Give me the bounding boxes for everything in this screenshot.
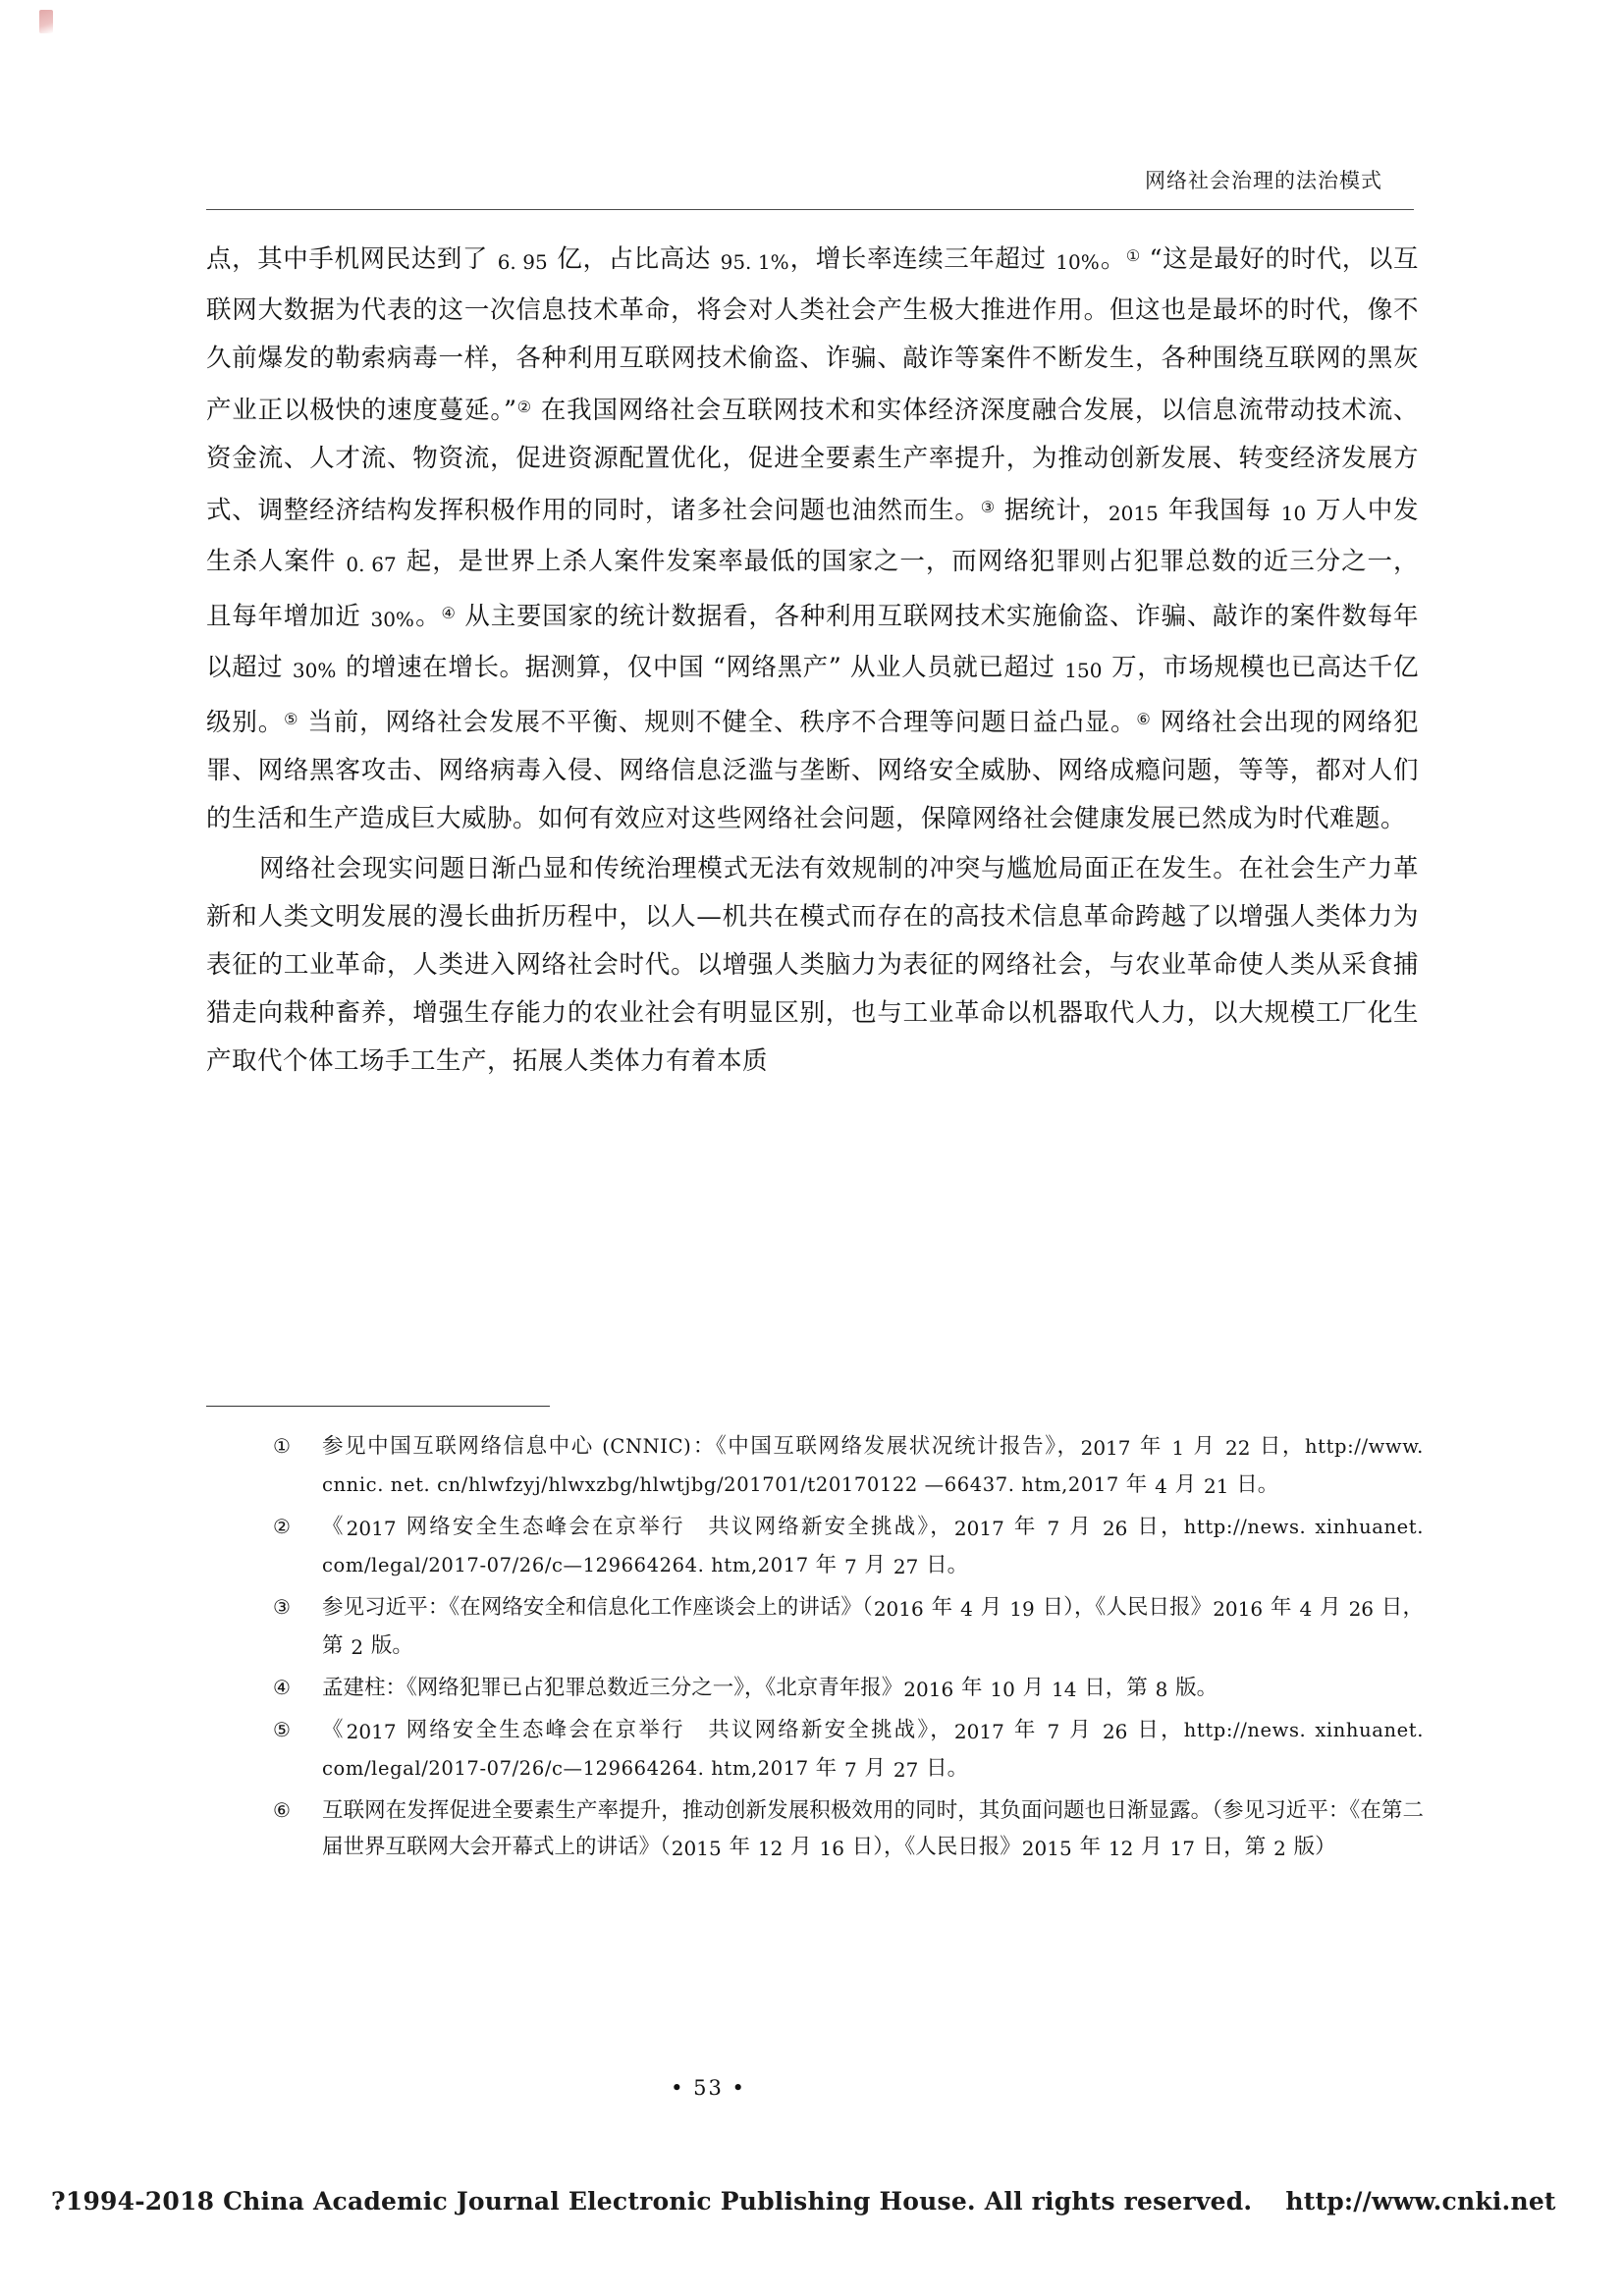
footnote-marker: ④ bbox=[273, 1676, 291, 1699]
footnote-marker: ⑤ bbox=[273, 1718, 291, 1741]
footnote-text: 孟建柱：《网络犯罪已占犯罪总数近三分之一》，《北京青年报》2016 年 10 月 14 日，第 8 版。 bbox=[322, 1676, 1218, 1701]
footnote-marker: ② bbox=[273, 1515, 291, 1538]
footnote-item bbox=[265, 1509, 1424, 1585]
body-text-column bbox=[206, 232, 1419, 1086]
page-number: • 53 • bbox=[671, 2076, 746, 2100]
running-head: 网络社会治理的法治模式 bbox=[1145, 169, 1382, 192]
body-paragraph: 网络社会现实问题日渐凸显和传统治理模式无法有效规制的冲突与尴尬局面正在发生。在社会生产力革新和人类文明发展的漫长曲折历程中，以人—机共在模式而存在的高技术信息革命跨越了以增强人类体力为表征的工业革命，人类进入网络社会时代。以增强人类脑力为表征的网络社会，与农业革命使人类从采食捕猎走向栽种畜养，增强生存能力的农业社会有明显区别，也与工业革命以机器取代人力，以大规模工厂化生产取代个体工场手工生产，拓展人类体力有着本质 bbox=[206, 854, 1419, 1076]
page-corner-mark bbox=[39, 10, 53, 33]
footnote-item bbox=[265, 1589, 1424, 1666]
footnote-text: 参见习近平：《在网络安全和信息化工作座谈会上的讲话》（2016 年 4 月 19 日），《人民日报》2016 年 4 月 26 日，第 2 版。 bbox=[322, 1595, 1425, 1659]
footnote-marker: ⑥ bbox=[273, 1798, 291, 1822]
footnote-list bbox=[265, 1428, 1424, 1871]
footnote-marker: ③ bbox=[273, 1595, 291, 1619]
footnote-marker: ① bbox=[273, 1434, 291, 1458]
body-paragraph: 点，其中手机网民达到了 6. 95 亿，占比高达 95. 1%，增长率连续三年超过 10%。① “这是最好的时代，以互联网大数据为代表的这一次信息技术革命，将会对人类社会产生极大推进作用。但这也是最坏的时代，像不久前爆发的勒索病毒一样，各种利用互联网技术偷盗、诈骗、敲诈等案件不断发生，各种围绕互联网的黑灰产业正以极快的速度蔓延。”② 在我国网络社会互联网技术和实体经济深度融合发展，以信息流带动技术流、资金流、人才流、物资流，促进资源配置优化，促进全要素生产率提升，为推动创新发展、转变经济发展方式、调整经济结构发挥积极作用的同时，诸多社会问题也油然而生。③ 据统计，2015 年我国每 10 万人中发生杀人案件 0. 67 起，是世界上杀人案件发案率最低的国家之一，而网络犯罪则占犯罪总数的近三分之一，且每年增加近 30%。④ 从主要国家的统计数据看，各种利用互联网技术实施偷盗、诈骗、敲诈的案件数每年以超过 30% 的增速在增长。据测算，仅中国 “网络黑产” 从业人员就已超过 150 万，市场规模也已高达千亿级别。⑤ 当前，网络社会发展不平衡、规则不健全、秩序不合理等问题日益凸显。⑥ 网络社会出现的网络犯罪、网络黑客攻击、网络病毒入侵、网络信息泛滥与垄断、网络安全威胁、网络成瘾问题，等等，都对人们的生活和生产造成巨大威胁。如何有效应对这些网络社会问题，保障网络社会健康发展已然成为时代难题。 bbox=[206, 244, 1420, 833]
footnote-item bbox=[265, 1670, 1424, 1708]
footnote-item bbox=[265, 1712, 1424, 1789]
footnote-item bbox=[265, 1428, 1424, 1505]
footnote-text: 参见中国互联网络信息中心 (CNNIC)：《中国互联网络发展状况统计报告》，2017 年 1 月 22 日，http://www. cnnic. net. cn/hlwfzyj/hlwxzbg/hlwtjbg/201701/t20170122 —66437. htm,2017 年 4 月 21 日。 bbox=[322, 1434, 1424, 1498]
footnote-text: 《2017 网络安全生态峰会在京举行 共议网络新安全挑战》，2017 年 7 月 26 日，http://news. xinhuanet. com/legal/2017-07/26/c—129664264. htm,2017 年 7 月 27 日。 bbox=[322, 1718, 1424, 1782]
header-rule bbox=[206, 209, 1414, 210]
footnote-text: 《2017 网络安全生态峰会在京举行 共议网络新安全挑战》，2017 年 7 月 26 日，http://news. xinhuanet. com/legal/2017-07/26/c—129664264. htm,2017 年 7 月 27 日。 bbox=[322, 1515, 1424, 1578]
footnote-item bbox=[265, 1792, 1424, 1867]
footer-copyright-text: ?1994-2018 China Academic Journal Electronic Publishing House. All rights reserved. bbox=[51, 2187, 1253, 2216]
footer-url[interactable]: http://www.cnki.net bbox=[1285, 2187, 1556, 2216]
footnote-separator-rule bbox=[206, 1406, 550, 1407]
footnote-text: 互联网在发挥促进全要素生产率提升，推动创新发展积极效用的同时，其负面问题也日渐显露。（参见习近平：《在第二届世界互联网大会开幕式上的讲话》（2015 年 12 月 16 日），《人民日报》2015 年 12 月 17 日，第 2 版） bbox=[322, 1798, 1424, 1860]
footer-copyright bbox=[51, 2187, 1556, 2216]
